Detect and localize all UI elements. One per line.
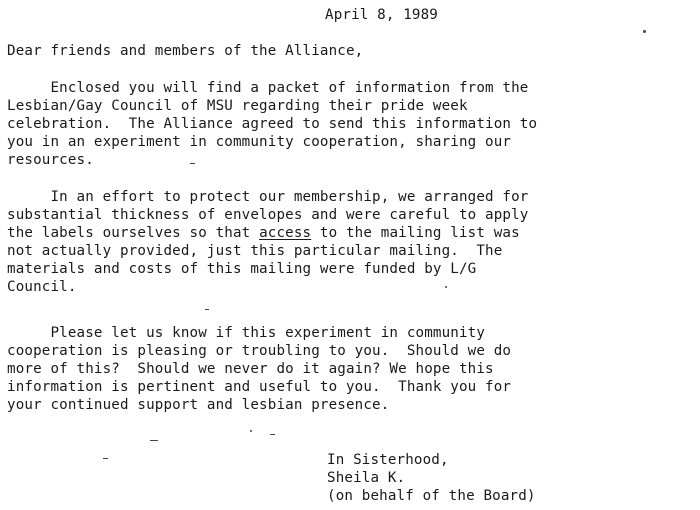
scan-speck — [150, 440, 158, 441]
valediction: In Sisterhood, — [327, 452, 449, 468]
scan-speck — [250, 430, 252, 432]
paragraph-line: not actually provided, just this particular mailing. The — [7, 243, 503, 259]
signer-name: Sheila K. — [327, 470, 406, 486]
scan-speck — [445, 286, 447, 288]
scan-speck — [190, 163, 195, 164]
paragraph-line: information is pertinent and useful to you. Thank you for — [7, 379, 512, 395]
paragraph-line: Enclosed you will find a packet of information from the — [7, 80, 529, 96]
line-text: to the mailing list was — [311, 225, 520, 241]
paragraph-line: cooperation is pleasing or troubling to you. Should we do — [7, 343, 512, 359]
signer-note: (on behalf of the Board) — [327, 488, 536, 504]
underlined-word-access: access — [259, 225, 312, 241]
letter-date: April 8, 1989 — [325, 7, 438, 23]
scan-speck — [103, 458, 108, 459]
paragraph-line: resources. — [7, 152, 94, 168]
paragraph-line: more of this? Should we never do it again? We hope this — [7, 361, 494, 377]
salutation: Dear friends and members of the Alliance, — [7, 43, 364, 59]
paragraph-line: Lesbian/Gay Council of MSU regarding their pride week — [7, 98, 468, 114]
paragraph-line: your continued support and lesbian presence. — [7, 397, 390, 413]
paragraph-line: celebration. The Alliance agreed to send this information to — [7, 116, 538, 132]
paragraph-line: materials and costs of this mailing were funded by L/G — [7, 261, 477, 277]
paragraph-line: In an effort to protect our membership, we arranged for — [7, 189, 529, 205]
paragraph-line — [7, 224, 520, 242]
paragraph-line: substantial thickness of envelopes and were careful to apply — [7, 207, 529, 223]
scan-speck — [270, 434, 275, 435]
paragraph-line: Council. — [7, 279, 77, 295]
scan-speck — [205, 309, 209, 310]
scan-speck — [643, 30, 646, 33]
paragraph-line: Please let us know if this experiment in community — [7, 325, 486, 341]
line-text: the labels ourselves so that — [7, 225, 260, 241]
paragraph-line: you in an experiment in community cooperation, sharing our — [7, 134, 512, 150]
